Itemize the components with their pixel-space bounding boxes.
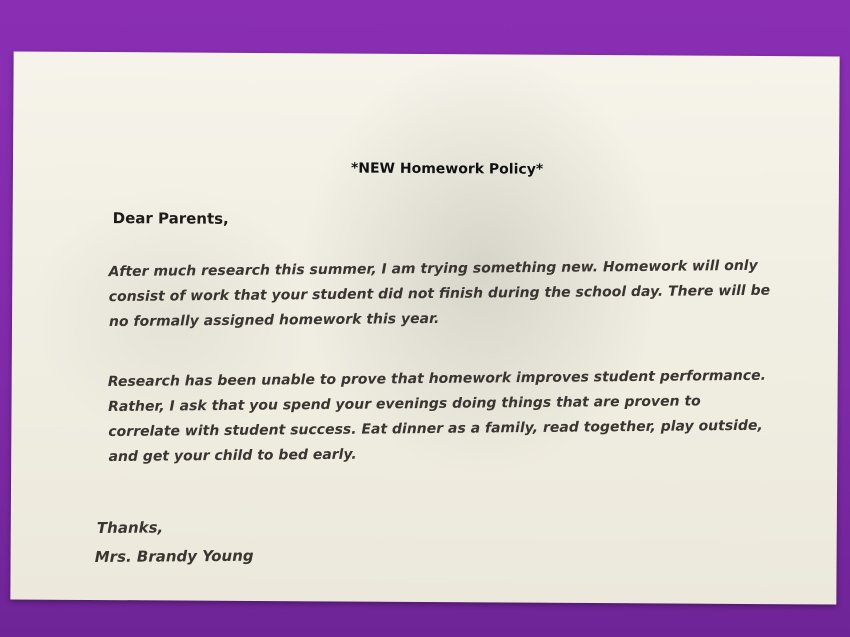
greeting: Dear Parents, <box>112 209 229 228</box>
paragraph-1-line: no formally assigned homework this year. <box>108 310 440 331</box>
paragraph-1-line: consist of work that your student did not finish during the school day. There will be <box>108 282 771 306</box>
closing: Thanks, <box>96 518 164 537</box>
paragraph-1-line: After much research this summer, I am trying something new. Homework will only <box>108 257 758 281</box>
paragraph-2-line: correlate with student success. Eat dinner as a family, read together, play outside, <box>108 417 763 441</box>
paragraph-2-line: and get your child to bed early. <box>108 446 357 466</box>
notice-title: *NEW Homework Policy* <box>350 160 544 178</box>
paragraph-2-line: Rather, I ask that you spend your evenings doing things that are proven to <box>108 393 701 416</box>
paragraph-2 <box>108 364 767 470</box>
paragraph-2-line: Research has been unable to prove that homework improves student performance. <box>107 367 767 391</box>
paragraph-1 <box>108 254 770 335</box>
signature: Mrs. Brandy Young <box>94 546 254 566</box>
paper-sheet <box>10 51 839 604</box>
